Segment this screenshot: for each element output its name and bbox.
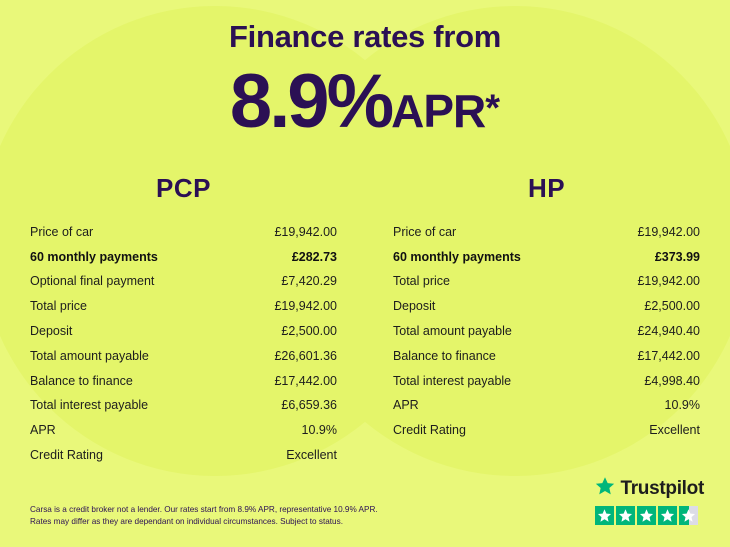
row-label: Total interest payable xyxy=(393,373,512,388)
disclaimer-line-1: Carsa is a credit broker not a lender. Our rates start from 8.9% APR, representative 10.9% APR. xyxy=(30,504,378,514)
table-row xyxy=(393,245,700,270)
rate-asterisk: * xyxy=(485,87,501,130)
rating-star-icon xyxy=(595,506,614,525)
table-row xyxy=(30,344,337,369)
row-value: £2,500.00 xyxy=(281,323,337,338)
row-label: APR xyxy=(30,423,56,438)
table-row xyxy=(30,245,337,270)
rate-headline xyxy=(0,58,730,145)
row-label: Balance to finance xyxy=(393,348,496,363)
row-label: 60 monthly payments xyxy=(30,249,158,264)
row-value: £17,442.00 xyxy=(274,373,337,388)
trustpilot-star-icon xyxy=(595,476,615,501)
trustpilot-rating-stars xyxy=(595,506,704,525)
table-row xyxy=(30,443,337,468)
row-value: 10.9% xyxy=(301,423,337,438)
rating-star-half-icon xyxy=(679,506,698,525)
row-label: Total price xyxy=(393,274,450,289)
row-label: Total amount payable xyxy=(393,323,512,338)
row-value: £282.73 xyxy=(291,249,337,264)
row-value: £4,998.40 xyxy=(644,373,700,388)
row-value: 10.9% xyxy=(664,398,700,413)
table-row xyxy=(30,419,337,444)
table-row xyxy=(30,295,337,320)
finance-columns xyxy=(0,173,730,468)
row-label: Deposit xyxy=(30,323,73,338)
table-row xyxy=(30,270,337,295)
rate-value: 8.9% xyxy=(229,59,392,145)
table-row xyxy=(393,394,700,419)
row-label: 60 monthly payments xyxy=(393,249,521,264)
table-row xyxy=(30,394,337,419)
row-value: £19,942.00 xyxy=(274,224,337,239)
row-value: £373.99 xyxy=(654,249,700,264)
hp-column-title: HP xyxy=(527,173,566,204)
row-value: £19,942.00 xyxy=(637,224,700,239)
table-row xyxy=(393,344,700,369)
disclaimer xyxy=(30,504,378,529)
pcp-column-title: PCP xyxy=(156,173,211,204)
row-value: £17,442.00 xyxy=(637,348,700,363)
trustpilot-logo xyxy=(595,476,704,501)
table-row xyxy=(30,220,337,245)
table-row xyxy=(393,270,700,295)
row-label: Total interest payable xyxy=(30,398,149,413)
row-value: £2,500.00 xyxy=(644,299,700,314)
table-row xyxy=(393,319,700,344)
row-label: Deposit xyxy=(393,299,436,314)
disclaimer-line-2: Rates may differ as they are dependant on individual circumstances. Subject to status. xyxy=(30,517,343,527)
row-label: APR xyxy=(393,398,419,413)
rating-star-icon xyxy=(616,506,635,525)
row-value: £19,942.00 xyxy=(637,274,700,289)
hp-column xyxy=(365,173,700,468)
page-title: Finance rates from xyxy=(229,19,501,54)
row-value: £6,659.36 xyxy=(281,398,337,413)
row-label: Total price xyxy=(30,299,87,314)
table-row xyxy=(393,419,700,444)
table-row xyxy=(393,220,700,245)
row-value: Excellent xyxy=(286,448,337,462)
trustpilot-badge xyxy=(595,476,704,525)
row-label: Total amount payable xyxy=(30,348,149,363)
row-label: Balance to finance xyxy=(30,373,133,388)
row-value: £19,942.00 xyxy=(274,299,337,314)
row-value: Excellent xyxy=(649,423,700,438)
row-label: Optional final payment xyxy=(30,274,155,289)
row-value: £24,940.40 xyxy=(637,323,700,338)
row-value: £7,420.29 xyxy=(281,274,337,289)
row-value: £26,601.36 xyxy=(274,348,337,363)
row-label: Credit Rating xyxy=(393,423,466,438)
table-row xyxy=(393,295,700,320)
row-label: Credit Rating xyxy=(30,448,103,462)
row-label: Price of car xyxy=(393,224,457,239)
rating-star-icon xyxy=(637,506,656,525)
table-row xyxy=(30,319,337,344)
rate-unit: APR xyxy=(391,85,486,138)
table-row xyxy=(393,369,700,394)
pcp-column xyxy=(30,173,365,468)
trustpilot-name: Trustpilot xyxy=(620,477,704,499)
rating-star-icon xyxy=(658,506,677,525)
table-row xyxy=(30,369,337,394)
row-label: Price of car xyxy=(30,224,94,239)
